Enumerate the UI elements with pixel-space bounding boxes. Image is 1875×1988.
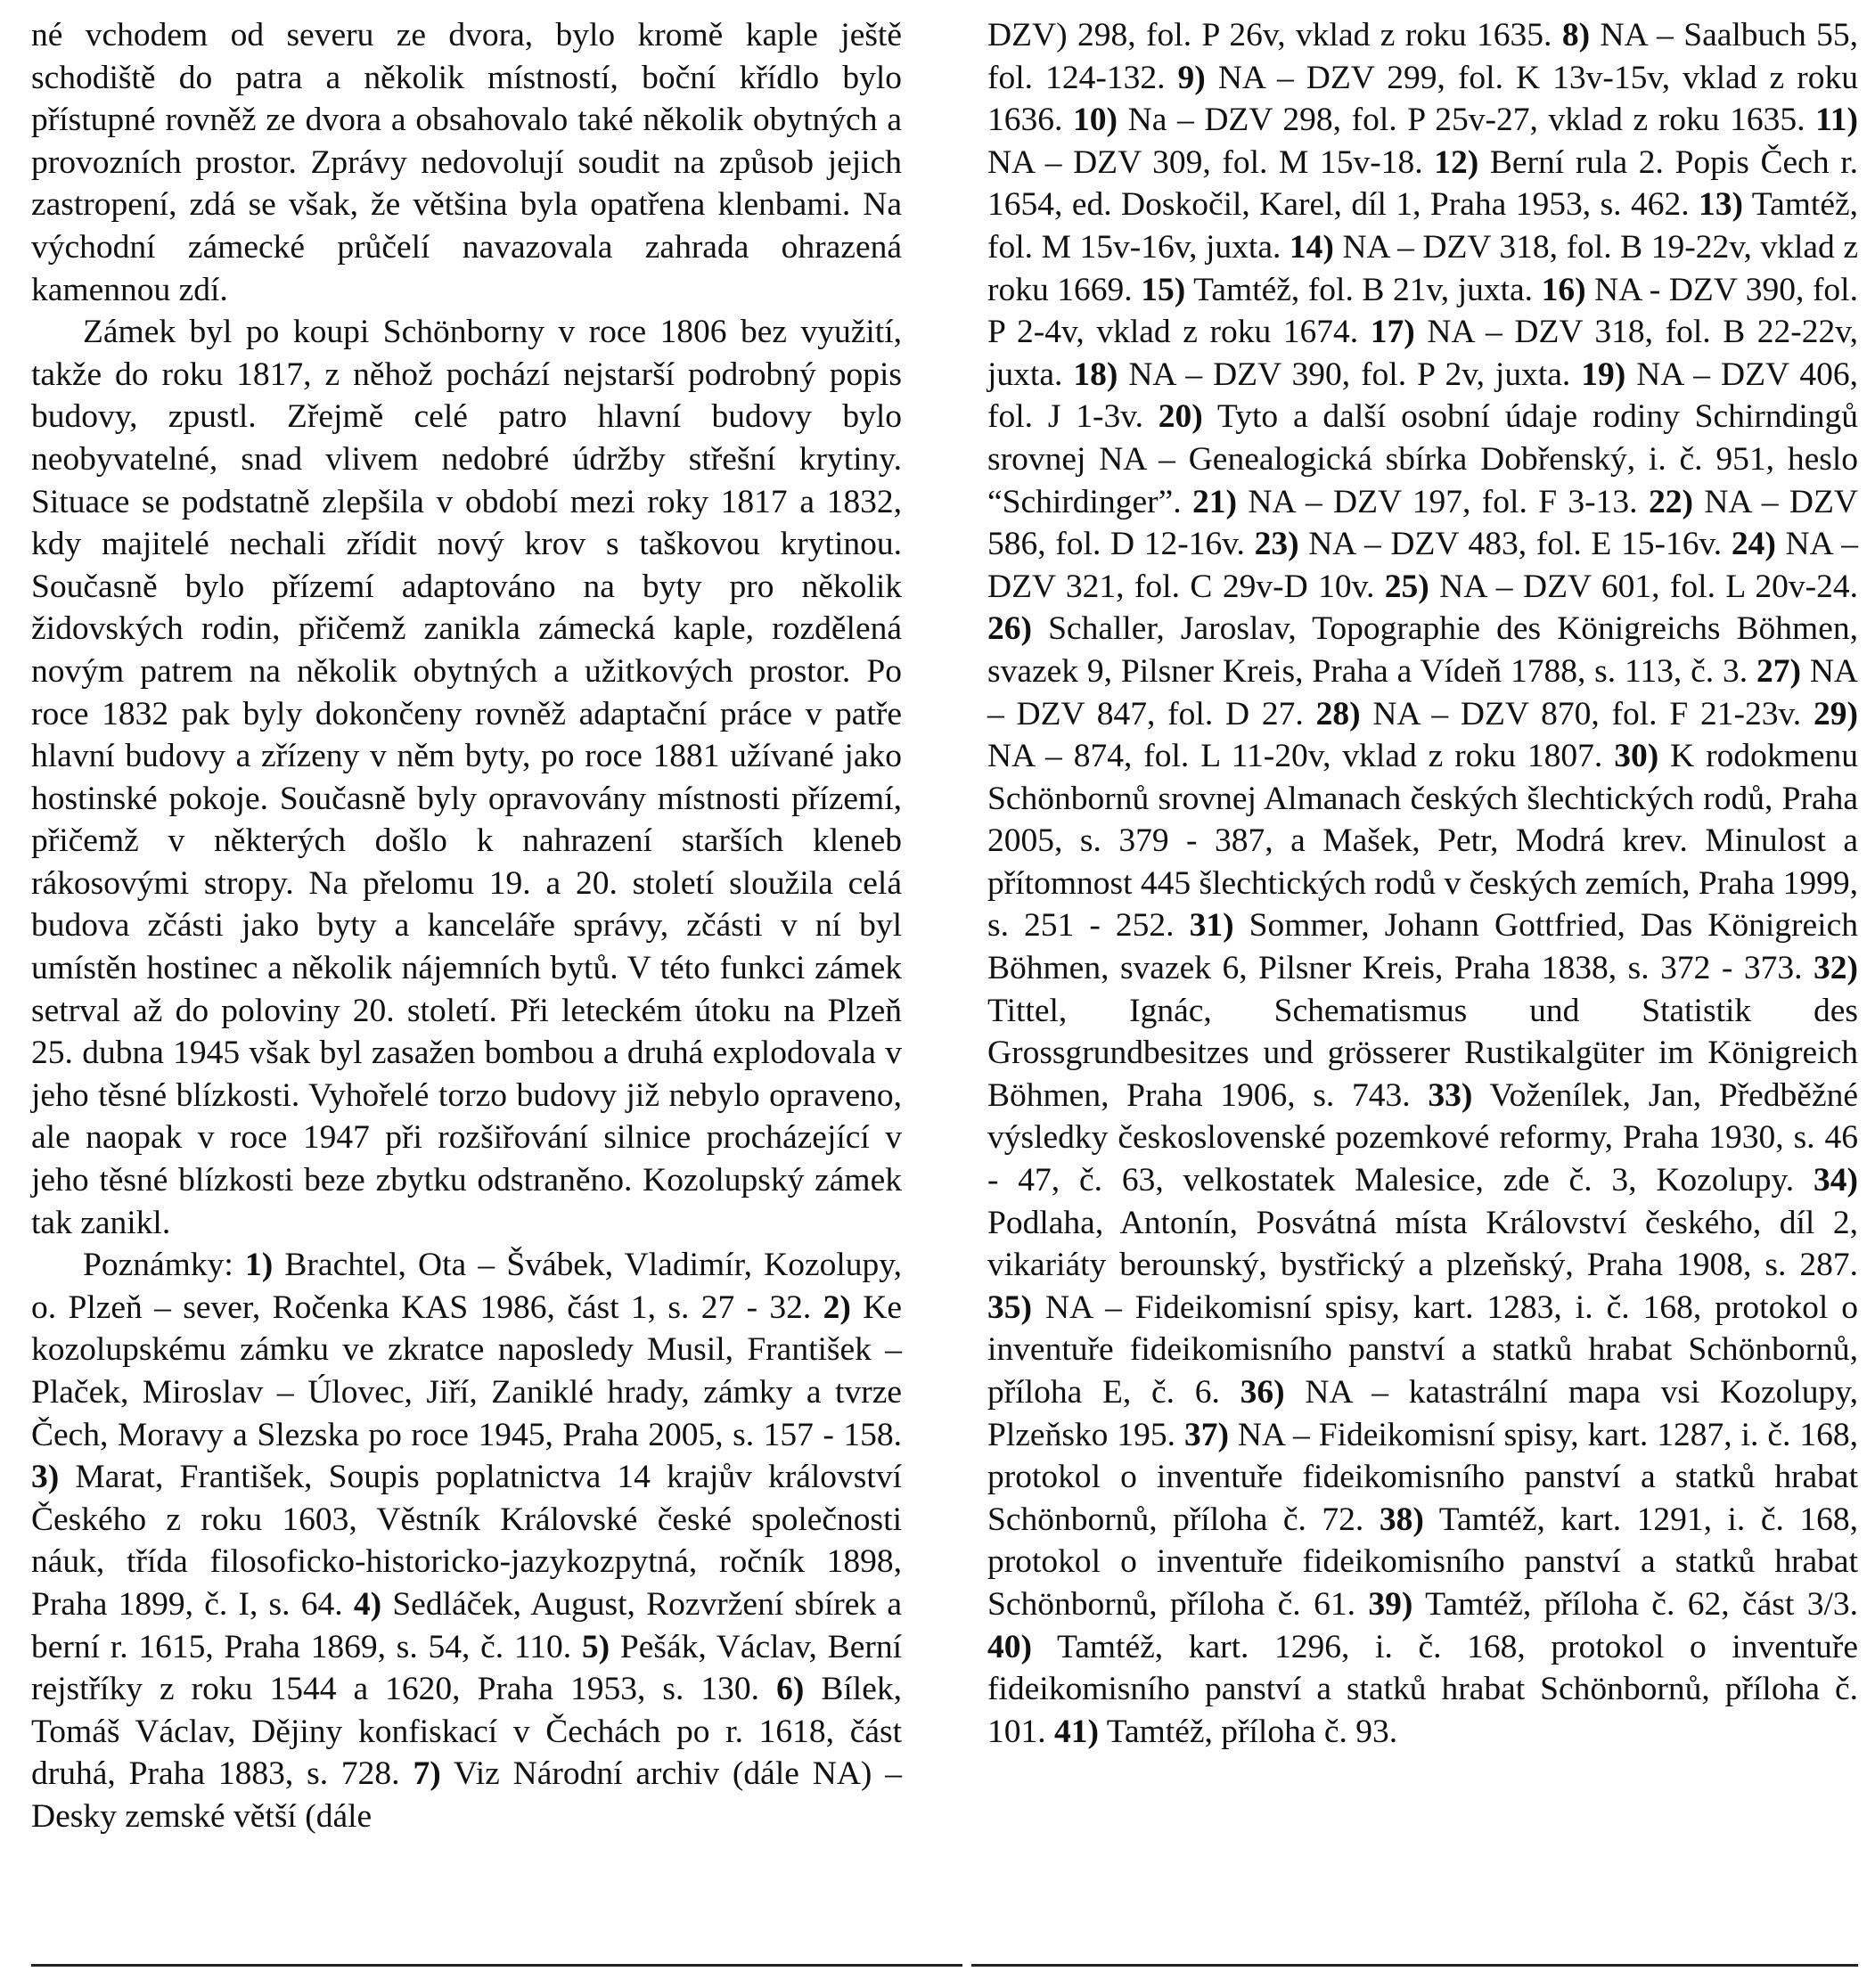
footnote-number: 36) <box>1240 1374 1285 1411</box>
footnote-text: Tamtéž, příloha č. 93. <box>1099 1713 1398 1750</box>
footer-rule-right <box>971 1964 1858 1967</box>
footnote-number: 8) <box>1561 17 1591 53</box>
footnote-number: 39) <box>1368 1585 1413 1623</box>
footnote-text: Tamtéž, fol. B 21v, juxta. <box>1185 271 1542 308</box>
footnote-text: Tamtéž, kart. 1291, i. č. 168, protokol o inventuře fideikomisního panství a statků hrabat Schönbornů, příloha č. 61. <box>987 1501 1858 1623</box>
footnote-text: NA – DZV 318, fol. B 22-22v, juxta. <box>987 314 1858 393</box>
left-column <box>31 14 902 1838</box>
footnote-text: DZV) 298, fol. P 26v, vklad z roku 1635. <box>987 17 1562 53</box>
footnote-text: NA – DZV 483, fol. E 15-16v. <box>1298 526 1732 563</box>
footnote-number: 31) <box>1189 907 1234 945</box>
footnote-number: 3) <box>31 1459 60 1496</box>
footnote-number: 38) <box>1379 1501 1424 1538</box>
footnote-text: NA – DZV 601, fol. L 20v-24. <box>1429 568 1858 605</box>
footnote-number: 21) <box>1192 483 1238 520</box>
footnote-number: 33) <box>1428 1076 1473 1114</box>
footnote-number: 30) <box>1614 738 1659 775</box>
footnote-number: 20) <box>1158 398 1203 436</box>
footnote-text: NA – katastrální mapa vsi Kozolupy, Plzeňsko 195. <box>987 1374 1858 1453</box>
footnote-number: 11) <box>1815 102 1859 139</box>
footnote-number: 15) <box>1141 271 1186 308</box>
footnote-number: 6) <box>776 1671 805 1708</box>
footnote-number: 23) <box>1254 526 1299 563</box>
footnote-number: 13) <box>1699 186 1744 224</box>
footnote-text: Tamtéž, příloha č. 62, část 3/3. <box>1412 1585 1859 1623</box>
footnote-number: 22) <box>1648 483 1693 520</box>
footnote-text: Na – DZV 298, fol. P 25v-27, vklad z roku 1635. <box>1118 102 1816 139</box>
footnote-number: 25) <box>1384 568 1429 605</box>
footnote-number: 32) <box>1814 950 1858 987</box>
notes-paragraph-right <box>987 14 1858 1753</box>
footnote-number: 34) <box>1814 1162 1858 1199</box>
footnote-text: Tittel, Ignác, Schematismus und Statistik des Grossgrundbesitzes und grösserer Rustikalgüter im Königreich Böhmen, Praha 1906, s. 743. <box>987 992 1858 1114</box>
notes-heading: Poznámky: <box>83 1247 245 1284</box>
notes-list-left <box>31 1247 902 1835</box>
footnote-number: 29) <box>1814 695 1858 732</box>
footnote-text: Berní rula 2. Popis Čech r. 1654, ed. Doskočil, Karel, díl 1, Praha 1953, s. 462. <box>987 143 1858 224</box>
footnote-text: Marat, František, Soupis poplatnictva 14 krajův království Českého z roku 1603, Věstník Královské české společnosti náuk, třída filosoficko-historicko-jazykozpytná, ročník 1898, Praha 1899, č. I, s. 64. <box>31 1459 902 1623</box>
footnote-text: Sommer, Johann Gottfried, Das Königreich Böhmen, svazek 6, Pilsner Kreis, Praha 1838, s. 372 - 373. <box>987 907 1858 987</box>
footnote-text: NA – Fideikomisní spisy, kart. 1287, i. č. 168, protokol o inventuře fideikomisního panství a statků hrabat Schönbornů, příloha č. 72. <box>987 1416 1858 1538</box>
footnote-number: 40) <box>987 1628 1032 1665</box>
footnote-text: NA – DZV 870, fol. F 21-23v. <box>1360 695 1814 732</box>
footnote-text: NA – DZV 586, fol. D 12-16v. <box>987 483 1858 563</box>
footnote-number: 12) <box>1434 143 1479 181</box>
footnote-number: 37) <box>1183 1416 1229 1453</box>
footnote-text: NA – DZV 197, fol. F 3-13. <box>1237 483 1649 520</box>
footnote-number: 17) <box>1370 314 1415 351</box>
footnote-text: K rodokmenu Schönbornů srovnej Almanach českých šlechtických rodů, Praha 2005, s. 379 - 387, a Mašek, Petr, Modrá krev. Minulost a přítomnost 445 šlechtických rodů v českých zemích, Praha 1999, s. 251 - 252. <box>987 738 1858 945</box>
footnote-text: NA – DZV 321, fol. C 29v-D 10v. <box>987 526 1858 605</box>
footnote-text: Sedláček, August, Rozvržení sbírek a berní r. 1615, Praha 1869, s. 54, č. 110. <box>31 1585 902 1665</box>
footnote-text: NA – DZV 406, fol. J 1-3v. <box>987 356 1858 436</box>
footnote-number: 24) <box>1731 526 1776 563</box>
footnote-number: 28) <box>1315 695 1361 732</box>
footnote-text: NA – 874, fol. L 11-20v, vklad z roku 1807. <box>987 738 1615 775</box>
footnote-number: 1) <box>244 1247 274 1284</box>
footer-rule-left <box>31 1964 962 1967</box>
footnote-text: NA – DZV 390, fol. P 2v, juxta. <box>1118 356 1582 393</box>
footnote-number: 14) <box>1289 228 1334 266</box>
footnote-text: Pešák, Václav, Berní rejstříky z roku 1544 a 1620, Praha 1953, s. 130. <box>31 1628 902 1708</box>
body-paragraph: Zámek byl po koupi Schönborny v roce 1806 bez využití, takže do roku 1817, z něhož pochází nejstarší podrobný popis budovy, zpustl. Zřejmě celé patro hlavní budovy bylo neobyvatelné, snad vlivem nedobré údržby střešní krytiny. Situace se podstatně zlepšila v období mezi roky 1817 a 1832, kdy majitelé nechali zřídit nový krov s taškovou krytinou. Současně bylo přízemí adaptováno na byty pro několik židovských rodin, přičemž zanikla zámecká kaple, rozdělená novým patrem na několik obytných a užitkových prostor. Po roce 1832 pak byly dokončeny rovněž adaptační práce v patře hlavní budovy a zřízeny v něm byty, po roce 1881 užívané jako hostinské pokoje. Současně byly opravovány místnosti přízemí, přičemž v některých došlo k nahrazení starších kleneb rákosovými stropy. Na přelomu 19. a 20. století sloužila celá budova zčásti jako byty a kanceláře správy, zčásti v ní byl umístěn hostinec a několik nájemních bytů. V této funkci zámek setrval až do poloviny 20. století. Při leteckém útoku na Plzeň 25. dubna 1945 však byl zasažen bombou a druhá explodovala v jeho těsné blízkosti. Vyhořelé torzo budovy již nebylo opraveno, ale naopak v roce 1947 při rozšiřování silnice procházející v jeho těsné blízkosti beze zbytku odstraněno. Kozolupský zámek tak zanikl. <box>31 314 902 1241</box>
footnote-number: 5) <box>581 1628 610 1665</box>
footnote-text: NA – DZV 318, fol. B 19-22v, vklad z roku 1669. <box>987 228 1858 308</box>
footnote-text: Viz Národní archiv (dále NA) – Desky zemské větší (dále <box>31 1755 903 1835</box>
footnote-number: 16) <box>1541 271 1586 308</box>
footnote-text: Tamtéž, fol. M 15v-16v, juxta. <box>987 186 1858 266</box>
footnote-text: NA – DZV 309, fol. M 15v-18. <box>987 143 1435 181</box>
footnote-number: 41) <box>1054 1713 1099 1750</box>
footnote-text: Tamtéž, kart. 1296, i. č. 168, protokol o inventuře fideikomisního panství a statků hrabat Schönbornů, příloha č. 101. <box>987 1628 1858 1750</box>
notes-list-right <box>987 17 1858 1750</box>
footnote-text: Ke kozolupskému zámku ve zkratce naposledy Musil, František – Plaček, Miroslav – Úlovec, Jiří, Zaniklé hrady, zámky a tvrze Čech, Moravy a Slezska po roce 1945, Praha 2005, s. 157 - 158. <box>31 1289 902 1453</box>
footnote-text: Bílek, Tomáš Václav, Dějiny konfiskací v Čechách po r. 1618, část druhá, Praha 1883, s. 728. <box>31 1671 902 1793</box>
footnote-number: 7) <box>413 1755 441 1793</box>
footnote-number: 27) <box>1756 652 1801 690</box>
footnote-number: 9) <box>1177 59 1206 96</box>
footnote-number: 19) <box>1581 356 1626 393</box>
footnote-number: 35) <box>987 1289 1032 1326</box>
continuation-paragraph: né vchodem od severu ze dvora, bylo kromě kaple ještě schodiště do patra a několik místností, boční křídlo bylo přístupné rovněž ze dvora a obsahovalo také několik obytných a provozních prostor. Zprávy nedovolují soudit na způsob jejich zastropení, zdá se však, že většina byla opatřena klenbami. Na východní zámecké průčelí navazovala zahrada ohrazená kamennou zdí. <box>31 17 902 308</box>
footnote-text: NA – Fideikomisní spisy, kart. 1283, i. č. 168, protokol o inventuře fideikomisního panství a statků hrabat Schönbornů, příloha E, č. 6. <box>987 1289 1858 1411</box>
notes-paragraph-left <box>31 1244 902 1837</box>
footnote-text: NA – DZV 847, fol. D 27. <box>987 652 1858 732</box>
footnote-text: Podlaha, Antonín, Posvátná místa Království českého, díl 2, vikariáty berounský, bystřický a plzeňský, Praha 1908, s. 287. <box>987 1204 1858 1284</box>
footnote-text: Voženílek, Jan, Předběžné výsledky československé pozemkové reformy, Praha 1930, s. 46 - 47, č. 63, velkostatek Malesice, zde č. 3, Kozolupy. <box>987 1076 1858 1199</box>
footnote-number: 10) <box>1073 102 1118 139</box>
footnote-text: Schaller, Jaroslav, Topographie des Königreichs Böhmen, svazek 9, Pilsner Kreis, Praha a Vídeň 1788, s. 113, č. 3. <box>987 610 1858 690</box>
footnote-text: NA – Saalbuch 55, fol. 124-132. <box>987 17 1859 96</box>
right-column <box>987 14 1858 1753</box>
footnote-number: 26) <box>987 610 1032 648</box>
footnote-number: 18) <box>1073 356 1118 393</box>
footnote-number: 2) <box>823 1289 851 1326</box>
footnote-text: NA – DZV 299, fol. K 13v-15v, vklad z roku 1636. <box>987 59 1858 139</box>
footnote-text: Brachtel, Ota – Švábek, Vladimír, Kozolupy, o. Plzeň – sever, Ročenka KAS 1986, část 1, s. 27 - 32. <box>31 1247 902 1326</box>
footnote-text: NA - DZV 390, fol. P 2-4v, vklad z roku 1674. <box>987 271 1858 351</box>
footnote-number: 4) <box>353 1585 382 1623</box>
footnote-text: Tyto a další osobní údaje rodiny Schirndingů srovnej NA – Genealogická sbírka Dobřenský, i. č. 951, heslo “Schirdinger”. <box>987 398 1858 520</box>
